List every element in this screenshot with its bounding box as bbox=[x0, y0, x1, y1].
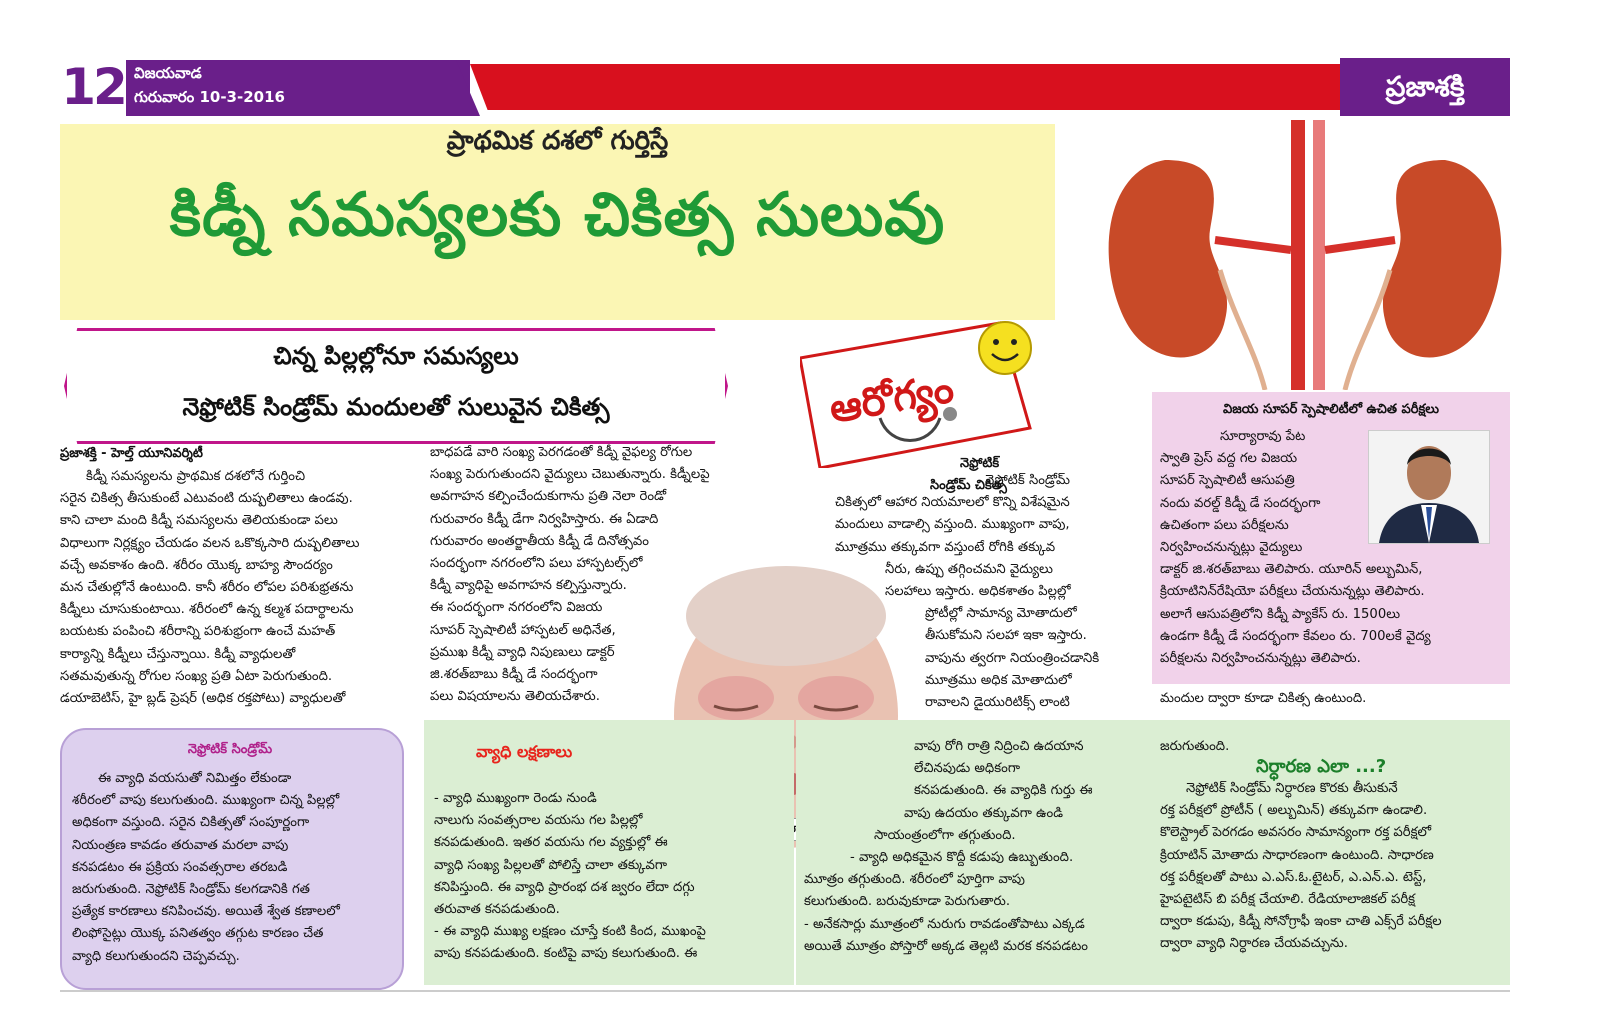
column-3-line: మందులు వాడాల్సి వస్తుంది. ముఖ్యంగా వాపు, bbox=[835, 517, 1070, 533]
column-1-line: బయటకు పంపించి శరీరాన్ని పరిశుభ్రంగా ఉంచే మహత్ bbox=[60, 624, 336, 640]
symptoms-text-line: కనిపిస్తుంది. ఈ వ్యాధి ప్రారంభ దశ జ్వరం లేదా దగ్గు bbox=[434, 879, 695, 895]
column-3-line: వాపును త్వరగా నియంత్రించడానికి bbox=[925, 650, 1100, 666]
column-4-line: మూత్రం తగ్గుతుంది. శరీరంలో పూర్తిగా వాపు bbox=[804, 872, 1025, 888]
column-4-line: కలుగుతుంది. బరువుకూడా పెరుగుతారు. bbox=[804, 894, 1011, 910]
column-3-line: మూత్రము తక్కువగా వస్తుంటే రోగికి తక్కువ bbox=[835, 539, 1056, 555]
diagnosis-text-line: ద్వారా వ్యాధి నిర్ధారణ చేయవచ్చును. bbox=[1160, 936, 1348, 952]
column-2-line: గురువారం కిడ్నీ డేగా నిర్వహిస్తారు. ఈ ఏడాది bbox=[430, 511, 659, 527]
free-tests-line: క్రియాటినిన్‌రేషియో పరీక్షలు చేయనున్నట్లు తెలిపారు. bbox=[1160, 584, 1425, 600]
column-1-line: కార్యాన్ని కిడ్నీలు చేస్తున్నాయి. కిడ్నీ వ్యాధులతో bbox=[60, 646, 296, 662]
nephrotic-text-line: కనపడటం ఈ ప్రక్రియ సంవత్సరాల తరబడి bbox=[72, 859, 288, 875]
symptoms-text-line: - ఈ వ్యాధి ముఖ్య లక్షణం చూస్తే కంటి కింద, ముఖంపై bbox=[434, 924, 706, 940]
symptoms-title: వ్యాధి లక్షణాలు bbox=[476, 742, 573, 761]
nephrotic-text-line: వ్యాధి కలుగుతుందని చెప్పవచ్చు. bbox=[72, 948, 240, 964]
column-2-line: కిడ్నీ వ్యాధిపై అవగాహన కల్పిస్తున్నారు. bbox=[430, 578, 627, 594]
nephrotic-text-line: ప్రత్యేక కారణాలు కనిపించవు. అయితే శ్వేత కణాలలో bbox=[72, 904, 340, 920]
free-tests-line: ఉండగా కిడ్నీ డే సందర్భంగా కేవలం రు. 700లకే వైద్య bbox=[1160, 628, 1431, 644]
nephrotic-text-line: జరుగుతుంది. నెఫ్రోటిక్ సిండ్రోమ్ కలగడానికి గత bbox=[72, 882, 310, 898]
main-headline: కిడ్నీ సమస్యలకు చికిత్స సులువు bbox=[169, 180, 946, 250]
column-1-line: డయాబెటిస్, హై బ్లడ్ ప్రెషర్ (అధిక రక్తపోటు) వ్యాధులతో bbox=[60, 691, 346, 707]
symptoms-text-line: తరువాత కనపడుతుంది. bbox=[434, 902, 560, 918]
arogyam-logo bbox=[800, 318, 1040, 468]
column-3-line: ప్రోటీల్లో సామాన్య మోతాదులో bbox=[925, 606, 1077, 622]
free-tests-line: డాక్టర్ జి.శరత్‌బాబు తెలిపారు. యూరిన్ అల్బుమిన్, bbox=[1160, 562, 1423, 578]
nephrotic-text-line: అధికంగా వస్తుంది. సరైన చికిత్సతో సంపూర్ణంగా bbox=[72, 815, 310, 831]
column-2-line: సంఖ్య పెరుగుతుందని వైద్యులు చెబుతున్నారు. కిడ్నీలపై bbox=[430, 467, 710, 483]
subhead-line-2: నెఫ్రోటిక్ సిండ్రోమ్ మందులతో సులువైన చికిత్స bbox=[182, 393, 610, 421]
column-1-line: సరైన చికిత్స తీసుకుంటే ఎటువంటి దుష్పలితాలు ఉండవు. bbox=[60, 491, 353, 507]
column-3-line: రావాలని డైయురిటిక్స్ లాంటి bbox=[925, 695, 1070, 711]
column-1-line: కిడ్నీలు చూసుకుంటాయి. శరీరంలో ఉన్న కల్మశ పదార్థాలను bbox=[60, 602, 354, 618]
free-tests-title: విజయ సూపర్ స్పెషాలిటీలో ఉచిత పరీక్షలు bbox=[1222, 402, 1439, 417]
bottom-rule bbox=[60, 990, 1510, 992]
column-4 bbox=[804, 736, 1139, 958]
diagnosis-text-line: హైపటైటిస్ బి పరీక్ష చేయాలి. రేడియాలాజికల్ పరీక్ష bbox=[1160, 892, 1416, 908]
symptoms-text bbox=[434, 788, 779, 966]
column-4-line: కనపడుతుంది. ఈ వ్యాధికి గుర్తు ఈ bbox=[914, 783, 1093, 799]
column-1-line: కాని చాలా మంది కిడ్నీ సమస్యలను తెలియకుండా పలు bbox=[60, 513, 338, 529]
column-3-line: చికిత్సలో ఆహార నియమాలలో కొన్ని విశేషమైన bbox=[835, 495, 1070, 511]
column-2-line: జి.శరత్‌బాబు కిడ్నీ డే సందర్భంగా bbox=[430, 667, 598, 683]
free-tests-line: నందు వరల్డ్ కిడ్నీ డే సందర్భంగా bbox=[1160, 495, 1321, 511]
column-4-line: లేచినపుడు అధికంగా bbox=[914, 761, 1020, 777]
column-4-line: - అనేకసార్లు మూత్రంలో నురుగు రావడంతోపాటు ఎక్కడ bbox=[804, 916, 1085, 932]
column-3-line: మూత్రము అధిక మోతాదులో bbox=[925, 672, 1072, 688]
continuation-line: మందుల ద్వారా కూడా చికిత్స ఉంటుంది. bbox=[1160, 691, 1367, 706]
smiley-icon bbox=[979, 322, 1031, 374]
headline-kicker: ప్రాథమిక దశలో గుర్తిస్తే bbox=[446, 126, 669, 156]
diagnosis-text-line: రక్త పరీక్షలో ప్రోటీన్ ( అల్బుమిన్) తక్కువగా ఉండాలి. bbox=[1160, 803, 1428, 819]
column-4-line: సాయంత్రంలోగా తగ్గుతుంది. bbox=[874, 827, 1016, 843]
newspaper-brand: ప్రజాశక్తి bbox=[1340, 58, 1510, 116]
column-2-line: పలు విషయాలను తెలియచేశారు. bbox=[430, 689, 600, 705]
column-3-line: నెఫ్రోటిక్ సిండ్రోమ్ bbox=[985, 473, 1071, 488]
nephrotic-text-line: ఈ వ్యాధి వయసుతో నిమిత్తం లేకుండా bbox=[98, 771, 292, 786]
symptoms-text-line: - వ్యాధి ముఖ్యంగా రెండు నుండి bbox=[434, 791, 597, 806]
column-2-line: అవగాహన కల్పించేందుకుగాను ప్రతి నెలా రెండో bbox=[430, 489, 667, 505]
free-tests-line: సూపర్ స్పెషాలిటీ ఆసుపత్రి bbox=[1160, 473, 1295, 489]
column-2-line: సూపర్ స్పెషాలిటీ హాస్పటల్ అధినేత, bbox=[430, 622, 616, 638]
column-2-line: సందర్భంగా నగరంలోని పలు హాస్పటల్స్‌లో bbox=[430, 556, 643, 572]
subhead-line-1: చిన్న పిల్లల్లోనూ సమస్యలు bbox=[273, 342, 519, 370]
diagnosis-text-line: ద్వారా కడుపు, కిడ్నీ సోనోగ్రాఫీ ఇంకా చాతి ఎక్స్‌రే పరీక్షల bbox=[1160, 914, 1442, 930]
red-header-band bbox=[470, 64, 1350, 110]
free-tests-line: ఉచితంగా పలు పరీక్షలను bbox=[1160, 517, 1289, 533]
column-3-line: సలహాలు ఇస్తారు. అధికశాతం పిల్లల్లో bbox=[885, 584, 1071, 600]
page-number: 12 bbox=[61, 58, 125, 116]
free-tests-line: అలాగే ఆసుపత్రిలోని కిడ్నీ ప్యాకేస్ రు. 1500లు bbox=[1160, 606, 1401, 622]
free-tests-line: స్వాతి ప్రెస్ వద్ద గల విజయ bbox=[1160, 451, 1298, 467]
doctor-photo bbox=[1368, 430, 1490, 544]
edition-city: విజయవాడ bbox=[134, 64, 202, 82]
diagnosis-text-line: క్రియాటిన్ మోతాదు సాధారణంగా ఉంటుంది. సాధారణ bbox=[1160, 847, 1434, 863]
column-4-line: వాపు రోగి రాత్రి నిద్రించి ఉదయాన bbox=[914, 739, 1084, 754]
diagnosis-text-line: రక్త పరీక్షలతో పాటు ఎ.ఎస్.ఓ.టైటర్, ఎ.ఎన్.ఎ. టెస్ట్, bbox=[1160, 869, 1427, 885]
column-3-line: తీసుకోమని సలహా ఇకా ఇస్తారు. bbox=[925, 628, 1087, 644]
column-1-line: విధాలుగా నిర్లక్ష్యం చేయడం వలన ఒకొక్కసారి దుష్పలితాలు bbox=[60, 535, 360, 551]
symptoms-text-line: వాపు కనపడుతుంది. కంటిపై వాపు కలుగుతుంది. ఈ bbox=[434, 946, 698, 962]
column-1-line: సతమవుతున్న రోగుల సంఖ్య ప్రతి ఏటా పెరుగుతుంది. bbox=[60, 668, 333, 684]
diagnosis-text-line: నెఫ్రోటిక్ సిండ్రోమ్ నిర్ధారణ కొరకు తీసుకునే bbox=[1186, 781, 1398, 796]
diagnosis-text bbox=[1160, 778, 1500, 956]
column-1-line: వచ్చే అవకాశం ఉంది. శరీరం యొక్క బాహ్య సౌందర్యం bbox=[60, 557, 333, 573]
column-1-line: కిడ్నీ సమస్యలను ప్రాథమిక దశలోనే గుర్తించి bbox=[86, 469, 306, 484]
byline: ప్రజాశక్తి - హెల్త్ యూనివర్శిటీ bbox=[60, 446, 203, 461]
kidney-illustration bbox=[1095, 120, 1515, 390]
column-2-line: బాధపడే వారి సంఖ్య పెరగడంతో కిడ్నీ వైఫల్య రోగుల bbox=[430, 445, 693, 460]
logo-text: ఆరోగ్యం bbox=[826, 365, 958, 433]
nephrotic-text-line: నియంత్రణ కావడం తరువాత మరలా వాపు bbox=[72, 837, 289, 853]
column-2-line: గురువారం అంతర్జాతీయ కిడ్నీ డే దినోత్సవం bbox=[430, 533, 649, 549]
column-4-line: అయితే మూత్రం పోస్తారో అక్కడ తెల్లటి మరక కనపడటం bbox=[804, 938, 1088, 954]
column-3 bbox=[835, 470, 1140, 714]
column-1-line: మన చేతుల్లోనే ఉంటుంది. కానీ శరీరం లోపల పరిశుభ్రతను bbox=[60, 580, 354, 596]
edition-date: గురువారం 10-3-2016 bbox=[134, 88, 285, 106]
nephrotic-text bbox=[72, 768, 390, 968]
diagnosis-title: నిర్ధారణ ఎలా ...? bbox=[1256, 756, 1387, 777]
column-1 bbox=[60, 466, 412, 710]
diagnosis-text-line: కొలెస్ట్రాల్ పెరగడం అవసరం సామాన్యంగా రక్త పరీక్షలో bbox=[1160, 825, 1432, 841]
column-3-line: నీరు, ఉప్పు తగ్గించమని వైద్యులు bbox=[885, 561, 1053, 577]
free-tests-line: నిర్వహించనున్నట్లు వైద్యులు bbox=[1160, 540, 1303, 556]
nephrotic-text-line: శరీరంలో వాపు కలుగుతుంది. ముఖ్యంగా చిన్న పిల్లల్లో bbox=[72, 793, 340, 809]
column-3-heading-1: నెఫ్రోటిక్ bbox=[960, 456, 1000, 471]
column-2-line: ఈ సందర్భంగా నగరంలోని విజయ bbox=[430, 600, 603, 616]
free-tests-line: సూర్యారావు పేట bbox=[1220, 429, 1306, 444]
column-5-start: జరుగుతుంది. bbox=[1160, 739, 1230, 754]
column-3-heading-2: సిండ్రోమ్ చికిత్స bbox=[930, 478, 1007, 493]
symptoms-text-line: కనపడుతుంది. ఇతర వయసు గల వ్యక్తుల్లో ఈ bbox=[434, 835, 668, 851]
column-4-line: వాపు ఉదయం తక్కువగా ఉండి bbox=[904, 805, 1063, 821]
column-2-line: ప్రముఖ కిడ్నీ వ్యాధి నిపుణులు డాక్టర్ bbox=[430, 644, 615, 660]
symptoms-text-line: వ్యాధి సంఖ్య పిల్లలతో పోలిస్తే చాలా తక్కువగా bbox=[434, 857, 667, 873]
free-tests-line: పరీక్షలను నిర్వహించనున్నట్లు తెలిపారు. bbox=[1160, 651, 1361, 667]
nephrotic-title: నెఫ్రోటిక్ సిండ్రోమ్ bbox=[187, 742, 273, 757]
symptoms-text-line: నాలుగు సంవత్సరాల వయసు గల పిల్లల్లో bbox=[434, 813, 643, 829]
column-4-line: - వ్యాధి అధికమైన కొద్దీ కడుపు ఉబ్బుతుంది. bbox=[850, 850, 1074, 866]
nephrotic-text-line: లింఫోసైట్లు యొక్క పనితత్వం తగ్గుట కారణం చేత bbox=[72, 926, 324, 942]
